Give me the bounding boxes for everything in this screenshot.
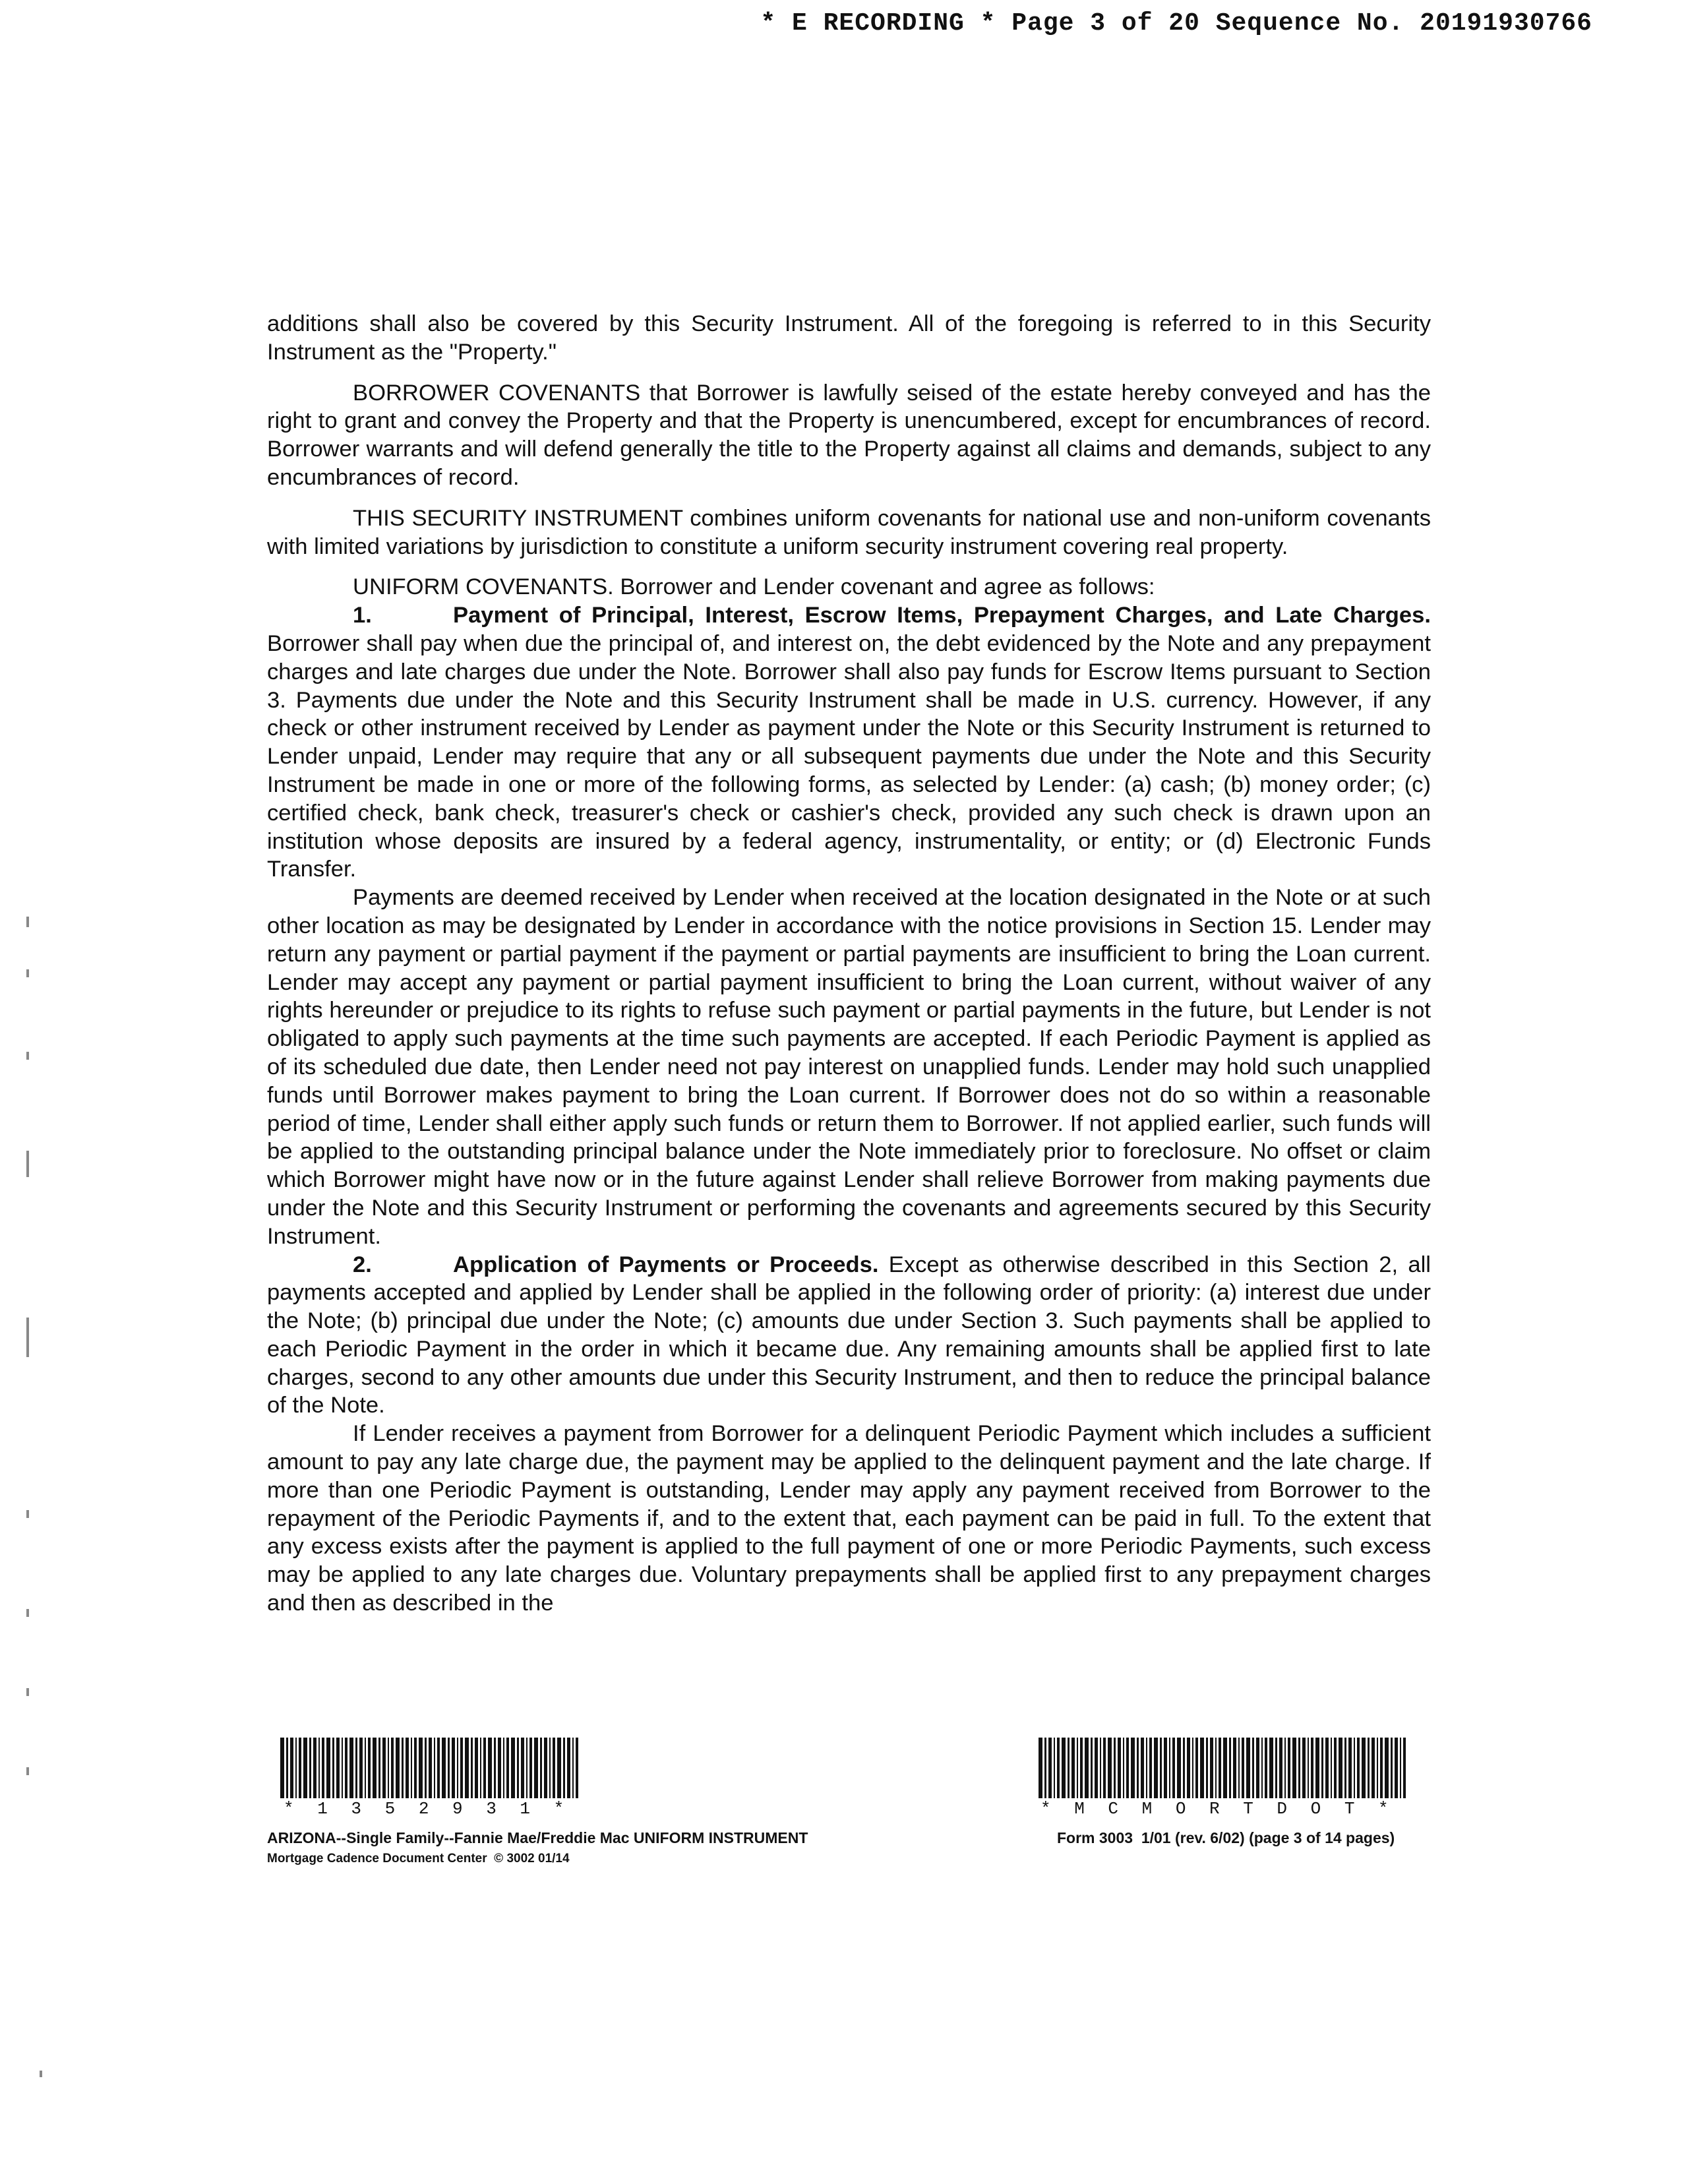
barcode-bar: [414, 1738, 417, 1798]
barcode-bar: [553, 1738, 555, 1798]
barcode-bar: [1068, 1738, 1070, 1798]
section-2-text: Except as otherwise described in this Section 2, all payments accepted and applied by Lender shall be applied in the following order of priority: (a) interest due under the Note; (b) principal due under the Note; (c) amounts due under Section 3. Such payments shall be applied to each Periodic Payment in the order in which it became due. Any remaining amounts shall be applied first to late charges, second to any other amounts due under this Security Instrument, and then to reduce the principal balance of the Note.: [267, 1252, 1431, 1418]
paragraph-property: additions shall also be covered by this Security Instrument. All of the foregoing is referred to in this Security Instrument as the "Property.": [267, 311, 1431, 365]
barcode-bar: [1339, 1738, 1342, 1798]
barcode-bar: [1325, 1738, 1329, 1798]
barcode-bar: [1183, 1738, 1185, 1798]
barcode-bar: [1210, 1738, 1213, 1798]
barcode-bar: [529, 1738, 532, 1798]
barcode-bar: [345, 1738, 347, 1798]
barcode-bar: [1091, 1738, 1093, 1798]
barcode-bar: [1062, 1738, 1066, 1798]
barcode-bar: [544, 1738, 547, 1798]
barcode-bar: [1160, 1738, 1162, 1798]
barcode-bar: [411, 1738, 412, 1798]
barcode-bar: [355, 1738, 357, 1798]
barcode-bar: [299, 1738, 301, 1798]
barcode-left-text: * 1 3 5 2 9 3 1 *: [284, 1799, 571, 1819]
barcode-bar: [1385, 1738, 1389, 1798]
barcode-bar: [465, 1738, 469, 1798]
barcode-bar: [1123, 1738, 1124, 1798]
barcode-bar: [373, 1738, 377, 1798]
barcode-bar: [396, 1738, 400, 1798]
barcode-bar: [1164, 1738, 1167, 1798]
barcode-bar: [1108, 1738, 1112, 1798]
barcode-bar: [1321, 1738, 1323, 1798]
barcode-bar: [1200, 1738, 1204, 1798]
barcode-bar: [1195, 1738, 1198, 1798]
barcode-right: [1039, 1738, 1408, 1798]
barcode-bar: [1100, 1738, 1101, 1798]
barcode-bar: [1395, 1738, 1398, 1798]
barcode-bar: [526, 1738, 528, 1798]
barcode-bar: [1256, 1738, 1259, 1798]
barcode-bar: [567, 1738, 570, 1798]
margin-mark: [26, 1052, 29, 1060]
barcode-bar: [318, 1738, 320, 1798]
barcode-bar: [1048, 1738, 1052, 1798]
barcode-bar: [388, 1738, 389, 1798]
barcode-bar: [511, 1738, 515, 1798]
barcode-bar: [1126, 1738, 1129, 1798]
barcode-bar: [457, 1738, 458, 1798]
barcode-bar: [1238, 1738, 1240, 1798]
barcode-bar: [365, 1738, 366, 1798]
barcode-bar: [1292, 1738, 1296, 1798]
barcode-bar: [1334, 1738, 1337, 1798]
barcode-bar: [391, 1738, 394, 1798]
barcode-bar: [517, 1738, 519, 1798]
barcode-bar: [1357, 1738, 1360, 1798]
barcode-bar: [382, 1738, 386, 1798]
barcode-bar: [471, 1738, 473, 1798]
footer-left-line-1: ARIZONA--Single Family--Fannie Mae/Freddie Mac UNIFORM INSTRUMENT: [267, 1829, 808, 1846]
barcode-bar: [1302, 1738, 1306, 1798]
barcode-bar: [425, 1738, 427, 1798]
barcode-left: [280, 1738, 580, 1798]
barcode-bar: [557, 1738, 561, 1798]
barcode-bar: [521, 1738, 524, 1798]
barcode-bar: [419, 1738, 423, 1798]
section-2-heading: Application of Payments or Proceeds.: [453, 1252, 879, 1277]
barcode-right-text: * M C M O R T D O T *: [1040, 1799, 1395, 1819]
barcode-bar: [1177, 1738, 1181, 1798]
margin-mark: [26, 969, 29, 977]
barcode-bar: [1275, 1738, 1277, 1798]
barcode-bar: [1215, 1738, 1217, 1798]
section-1-number: 1.: [353, 603, 372, 628]
barcode-bar: [1391, 1738, 1393, 1798]
barcode-bar: [488, 1738, 492, 1798]
barcode-bar: [309, 1738, 311, 1798]
paragraph-payments-received: Payments are deemed received by Lender when received at the location designated in the Note or at such other location as may be designated by Lender in accordance with the notice provisions in Section 15. Lender may return any payment or partial payment if the payment or partial payments are insufficient to bring the Loan current. Lender may accept any payment or partial payment insufficient to bring the Loan current, without waiver of any rights hereunder or prejudice to its rights to refuse such payment or partial payments in the future, but Lender is not obligated to apply such payments at the time such payments are accepted. If each Periodic Payment is applied as of its scheduled due date, then Lender need not pay interest on unapplied funds. Lender may hold such unapplied funds until Borrower makes payment to bring the Loan current. If Borrower does not do so within a reasonable period of time, Lender shall either apply such funds or return them to Borrower. If not applied earlier, such funds will be applied to the outstanding principal balance under the Note immediately prior to foreclosure. No offset or claim which Borrower might have now or in the future against Lender shall relieve Borrower from making payments due under the Note and this Security Instrument or performing the covenants and agreements secured by this Security Instrument.: [267, 885, 1431, 1249]
barcode-bar: [540, 1738, 542, 1798]
section-2: [267, 1251, 1431, 1420]
section-1: [267, 601, 1431, 884]
barcode-bar: [1131, 1738, 1135, 1798]
barcode-bar: [1284, 1738, 1286, 1798]
barcode-bar: [332, 1738, 334, 1798]
section-2-number: 2.: [353, 1252, 372, 1277]
margin-mark: [26, 1510, 29, 1518]
barcode-bar: [349, 1738, 353, 1798]
barcode-bar: [1149, 1738, 1152, 1798]
barcode-bar: [313, 1738, 316, 1798]
barcode-bar: [429, 1738, 432, 1798]
paragraph-uniform-covenants: UNIFORM COVENANTS. Borrower and Lender covenant and agree as follows:: [353, 574, 1155, 600]
barcode-bar: [295, 1738, 297, 1798]
barcode-bar: [452, 1738, 455, 1798]
barcode-bar: [1137, 1738, 1139, 1798]
barcode-bar: [1057, 1738, 1060, 1798]
barcode-bar: [1331, 1738, 1332, 1798]
barcode-bar: [1154, 1738, 1158, 1798]
barcode-bar: [342, 1738, 343, 1798]
document-body: [267, 310, 1431, 1618]
barcode-bar: [1252, 1738, 1254, 1798]
barcode-bar: [1380, 1738, 1383, 1798]
barcode-bar: [1265, 1738, 1267, 1798]
barcode-bar: [549, 1738, 551, 1798]
barcode-bar: [1311, 1738, 1313, 1798]
margin-mark: [26, 917, 29, 927]
barcode-bar: [563, 1738, 565, 1798]
barcode-bar: [1118, 1738, 1121, 1798]
barcode-bar: [368, 1738, 371, 1798]
margin-mark: [26, 1318, 29, 1357]
barcode-bar: [1298, 1738, 1300, 1798]
barcode-bar: [1114, 1738, 1116, 1798]
margin-mark: [26, 1688, 29, 1696]
barcode-bar: [1039, 1738, 1042, 1798]
barcode-bar: [280, 1738, 284, 1798]
barcode-bar: [1085, 1738, 1089, 1798]
barcode-bar: [503, 1738, 504, 1798]
barcode-bar: [1308, 1738, 1309, 1798]
margin-mark: [40, 2071, 42, 2077]
barcode-bar: [460, 1738, 463, 1798]
section-1-heading: Payment of Principal, Interest, Escrow Items, Prepayment Charges, and Late Charges.: [453, 603, 1431, 628]
footer-left-line-2: Mortgage Cadence Document Center © 3002 01/14: [267, 1852, 570, 1866]
barcode-bar: [378, 1738, 380, 1798]
barcode-bar: [286, 1738, 288, 1798]
barcode-bar: [448, 1738, 450, 1798]
paragraph-security-instrument: THIS SECURITY INSTRUMENT combines uniform covenants for national use and non-uniform covenants with limited variations by jurisdiction to constitute a uniform security instrument covering real property.: [267, 505, 1431, 559]
barcode-bar: [1080, 1738, 1083, 1798]
barcode-bar: [1403, 1738, 1406, 1798]
barcode-bar: [494, 1738, 496, 1798]
barcode-bar: [1315, 1738, 1319, 1798]
barcode-bar: [1400, 1738, 1401, 1798]
margin-mark: [26, 1151, 29, 1177]
barcode-bar: [572, 1738, 574, 1798]
barcode-bar: [1362, 1738, 1366, 1798]
barcode-bar: [1377, 1738, 1378, 1798]
recording-header: * E RECORDING * Page 3 of 20 Sequence No. 20191930766: [760, 9, 1592, 38]
barcode-bar: [1269, 1738, 1273, 1798]
barcode-bar: [442, 1738, 446, 1798]
barcode-bar: [1169, 1738, 1170, 1798]
barcode-bar: [1141, 1738, 1144, 1798]
barcode-bar: [1071, 1738, 1075, 1798]
margin-mark: [26, 1767, 29, 1775]
barcode-bar: [1172, 1738, 1175, 1798]
barcode-bar: [402, 1738, 404, 1798]
barcode-bar: [359, 1738, 363, 1798]
barcode-bar: [1223, 1738, 1227, 1798]
barcode-bar: [1146, 1738, 1147, 1798]
barcode-bar: [326, 1738, 330, 1798]
barcode-bar: [1192, 1738, 1193, 1798]
barcode-bar: [1348, 1738, 1352, 1798]
barcode-bar: [1242, 1738, 1244, 1798]
barcode-bar: [322, 1738, 324, 1798]
barcode-bar: [1372, 1738, 1375, 1798]
barcode-bar: [1246, 1738, 1250, 1798]
barcode-bar: [434, 1738, 435, 1798]
barcode-bar: [480, 1738, 481, 1798]
barcode-bar: [576, 1738, 578, 1798]
barcode-bar: [1233, 1738, 1236, 1798]
barcode-bar: [1368, 1738, 1370, 1798]
barcode-bar: [1354, 1738, 1355, 1798]
barcode-bar: [406, 1738, 409, 1798]
barcode-bar: [506, 1738, 509, 1798]
barcode-bar: [1279, 1738, 1282, 1798]
paragraph-borrower-covenants: BORROWER COVENANTS that Borrower is lawfully seised of the estate hereby conveyed and has the right to grant and convey the Property and that the Property is unencumbered, except for encumbrances of record. Borrower warrants and will defend generally the title to the Property against all claims and demands, subject to any encumbrances of record.: [267, 380, 1431, 490]
barcode-bar: [475, 1738, 478, 1798]
barcode-bar: [290, 1738, 293, 1798]
barcode-bar: [1261, 1738, 1263, 1798]
barcode-bar: [1187, 1738, 1190, 1798]
barcode-bar: [498, 1738, 501, 1798]
barcode-bar: [336, 1738, 340, 1798]
barcode-bar: [1229, 1738, 1231, 1798]
footer-right: Form 3003 1/01 (rev. 6/02) (page 3 of 14 pages): [1057, 1829, 1395, 1846]
paragraph-delinquent-payment: If Lender receives a payment from Borrower for a delinquent Periodic Payment which includes a sufficient amount to pay any late charge due, the payment may be applied to the delinquent payment and the late charge. If more than one Periodic Payment is outstanding, Lender may apply any payment received from Borrower to the repayment of the Periodic Payments if, and to the extent that, each payment can be paid in full. To the extent that any excess exists after the payment is applied to the full payment of one or more Periodic Payments, such excess may be applied to any late charges due. Voluntary prepayments shall be applied first to any prepayment charges and then as described in the: [267, 1421, 1431, 1616]
barcode-bar: [1344, 1738, 1346, 1798]
barcode-bar: [1095, 1738, 1098, 1798]
barcode-bar: [1103, 1738, 1106, 1798]
barcode-bar: [1206, 1738, 1208, 1798]
barcode-bar: [437, 1738, 440, 1798]
barcode-bar: [534, 1738, 538, 1798]
barcode-bar: [1077, 1738, 1078, 1798]
barcode-bar: [1054, 1738, 1055, 1798]
section-1-text: Borrower shall pay when due the principal of, and interest on, the debt evidenced by the Note and any prepayment charges and late charges due under the Note. Borrower shall also pay funds for Escrow Items pursuant to Section 3. Payments due under the Note and this Security Instrument shall be made in U.S. currency. However, if any check or other instrument received by Lender as payment under the Note or this Security Instrument is returned to Lender unpaid, Lender may require that any or all subsequent payments due under the Note and this Security Instrument be made in one or more of the following forms, as selected by Lender: (a) cash; (b) money order; (c) certified check, bank check, treasurer's check or cashier's check, provided any such check is drawn upon an institution whose deposits are insured by a federal agency, instrumentality, or entity; or (d) Electronic Funds Transfer.: [267, 630, 1431, 882]
barcode-bar: [1044, 1738, 1046, 1798]
barcode-bar: [483, 1738, 486, 1798]
barcode-bar: [1219, 1738, 1221, 1798]
barcode-bar: [1288, 1738, 1290, 1798]
margin-mark: [26, 1609, 29, 1617]
barcode-bar: [303, 1738, 307, 1798]
